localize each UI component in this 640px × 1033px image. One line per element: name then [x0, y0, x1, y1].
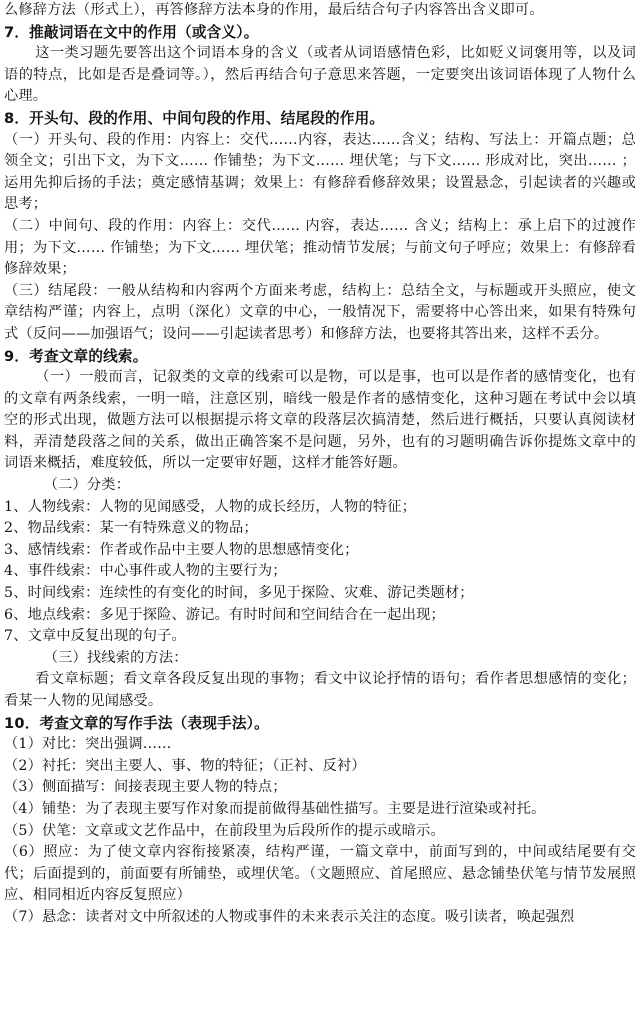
- section-heading: 8．开头句、段的作用、中间句段的作用、结尾段的作用。: [4, 109, 385, 127]
- paragraph: 5、时间线索：连续性的有变化的时间，多见于探险、灾难、游记类题材；: [4, 585, 474, 602]
- section-heading: 7．推敲词语在文中的作用（或含义）。: [4, 23, 259, 41]
- paragraph: 2、物品线索：某一有特殊意义的物品；: [4, 520, 258, 537]
- paragraph: 这一类习题先要答出这个词语本身的含义（或者从词语感情色彩，比如贬义词褒用等，以及词语的特点，比如是否是叠词等。），然后再结合句子意思来答题，一定要突出该词语体现了人物什么心理。: [4, 45, 636, 105]
- paragraph: 4、事件线索：中心事件或人物的主要行为；: [4, 563, 287, 580]
- section-heading: 9．考查文章的线索。: [4, 347, 148, 365]
- paragraph: （5）伏笔：文章或文艺作品中，在前段里为后段所作的提示或暗示。: [4, 822, 445, 839]
- document-page: [4, 0, 636, 929]
- paragraph: （二）中间句、段的作用：内容上：交代…… 内容，表达…… 含义；结构上：承上启下的过渡作用；为下文…… 作铺垫；为下文…… 埋伏笔；推动情节发展；与前文句子呼应；效果上：有修辞看修辞效果；: [4, 217, 636, 278]
- paragraph: （二）分类：: [43, 477, 131, 494]
- paragraph: （1）对比：突出强调……: [4, 736, 172, 753]
- paragraph: 6、地点线索：多见于探险、游记。有时时间和空间结合在一起出现；: [4, 606, 445, 623]
- paragraph: （三）找线索的方法：: [43, 649, 188, 666]
- paragraph: 3、感情线索：作者或作品中主要人物的思想感情变化；: [4, 541, 359, 558]
- paragraph: （4）铺垫：为了表现主要写作对象而提前做得基础性描写。主要是进行渲染或衬托。: [4, 800, 546, 817]
- section-heading: 10．考查文章的写作手法（表现手法）。: [4, 714, 269, 732]
- paragraph: （一）开头句、段的作用：内容上：交代……内容，表达……含义；结构、写法上：开篇点题；总领全文；引出下文，为下文…… 作铺垫；为下文…… 埋伏笔；与下文…… 形成对比，突出…… ；运用先抑后扬的手法；奠定感情基调；效果上：有修辞看修辞效果；设置悬念，引起读者的兴趣或思考；: [4, 131, 636, 213]
- paragraph: 1、人物线索：人物的见闻感受，人物的成长经历，人物的特征；: [4, 498, 417, 515]
- paragraph: （2）衬托：突出主要人、事、物的特征；（正衬、反衬）: [4, 757, 366, 774]
- paragraph: 7、文章中反复出现的句子。: [4, 628, 186, 645]
- paragraph: （三）结尾段：一般从结构和内容两个方面来考虑，结构上：总结全文，与标题或开头照应，使文章结构严谨；内容上，点明（深化）文章的中心，一般情况下，需要将中心答出来，如果有特殊句式（反问——加强语气；设问——引起读者思考）和修辞方法，也要将其答出来，这样不丢分。: [4, 282, 636, 342]
- paragraph: 么修辞方法（形式上），再答修辞方法本身的作用，最后结合句子内容答出含义即可。: [4, 2, 544, 18]
- paragraph: 看文章标题；看文章各段反复出现的事物；看文中议论抒情的语句；看作者思想感情的变化；看某一人物的见闻感受。: [4, 671, 636, 709]
- paragraph: （3）侧面描写：间接表现主要人物的特点；: [4, 779, 287, 796]
- paragraph: （一）一般而言，记叙类的文章的线索可以是物，可以是事，也可以是作者的感情变化，也有的文章有两条线索，一明一暗，注意区别，暗线一般是作者的感情变化，这种习题在考试中会以填空的形式出现，做题方法可以根据提示将文章的段落层次搞清楚，然后进行概括，只要认真阅读材料，弄清楚段落之间的关系，做出正确答案不是问题，另外，也有的习题明确告诉你提炼文章中的词语来概括，难度较低，所以一定要审好题，这样才能答好题。: [4, 369, 636, 472]
- paragraph: （7）悬念：读者对文中所叙述的人物或事件的未来表示关注的态度。吸引读者，唤起强烈: [4, 908, 575, 925]
- paragraph: （6）照应：为了使文章内容衔接紧凑，结构严谨，一篇文章中，前面写到的，中间或结尾要有交代；后面提到的，前面要有所铺垫，或埋伏笔。（文题照应、首尾照应、悬念铺垫伏笔与情节发展照应、相同相近内容反复照应）: [4, 844, 636, 904]
